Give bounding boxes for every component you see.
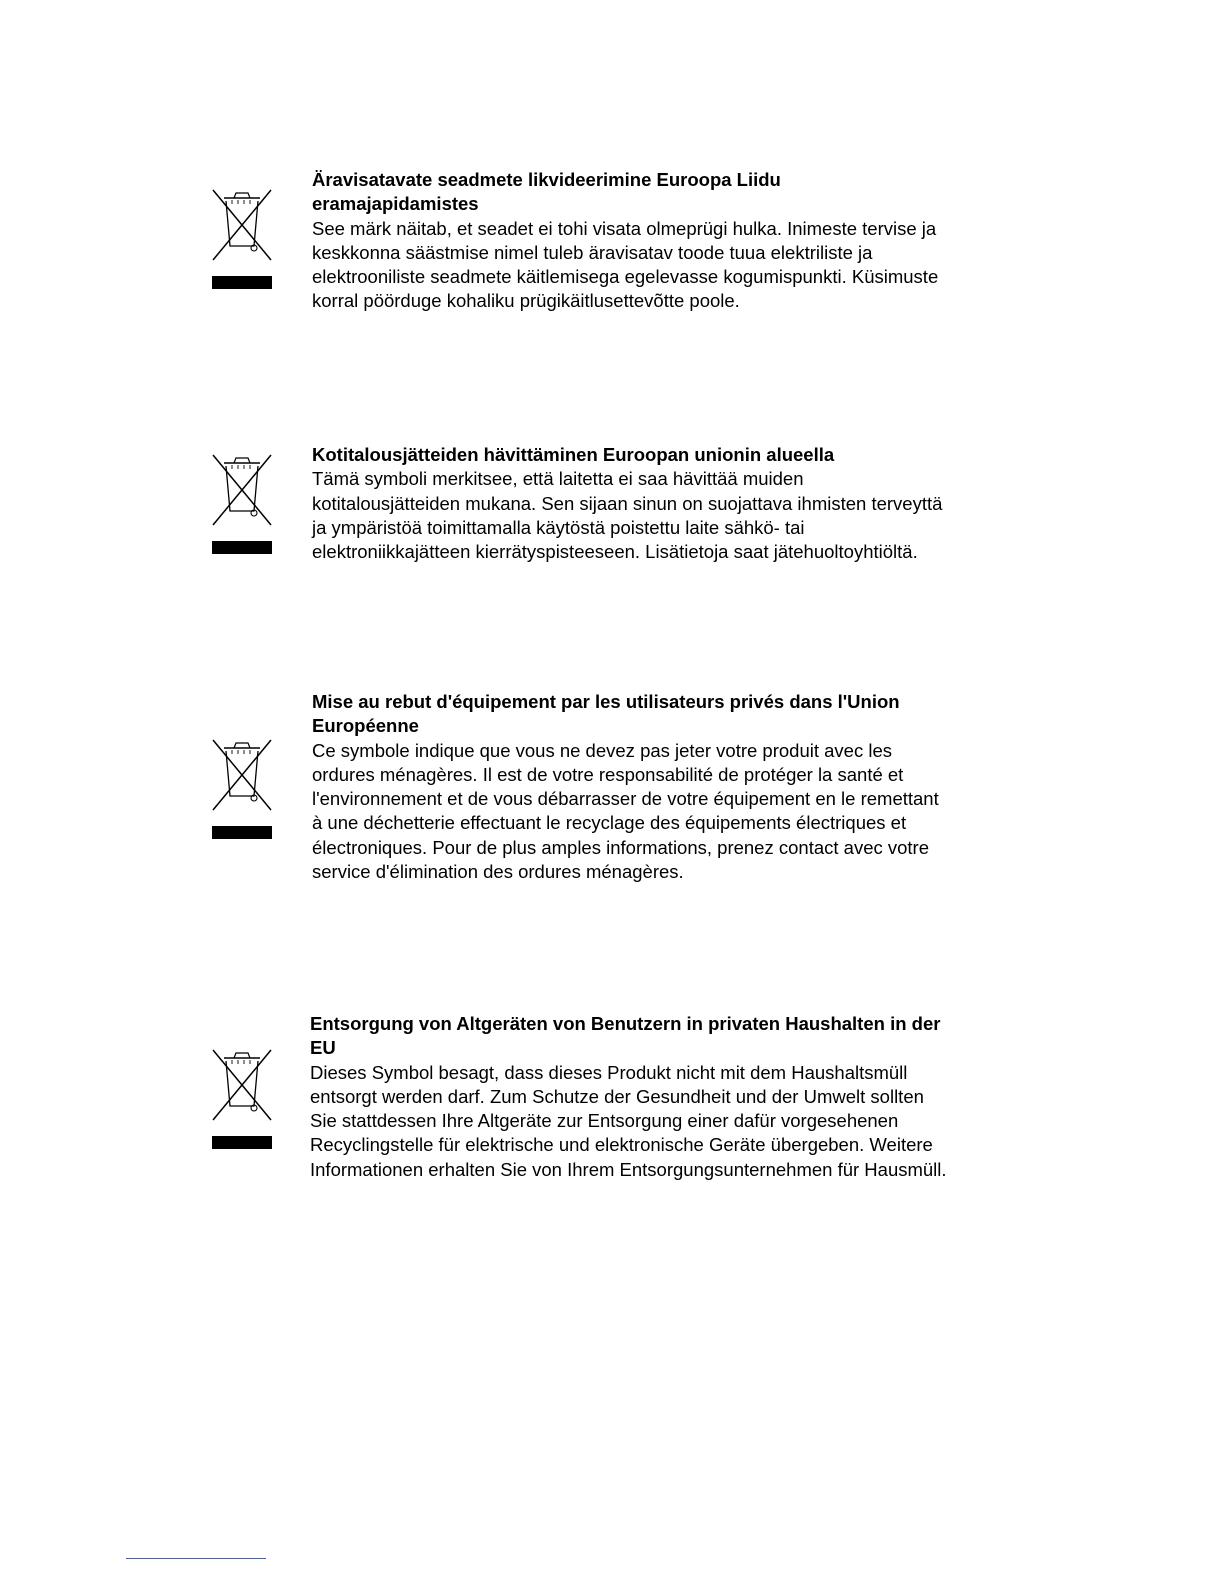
wheelie-bin-icon [210,736,274,814]
wheelie-bin-icon [210,1046,274,1124]
body-line: kotitalousjätteiden mukana. Sen sijaan sinun on suojattava ihmisten terveyttä [312,492,943,514]
weee-symbol [210,1046,274,1149]
heading-line-1: Entsorgung von Altgeräten von Benutzern in privaten Haushalten in der [310,1013,941,1034]
section-body [310,1061,990,1182]
heading-line-1: Mise au rebut d'équipement par les utilisateurs privés dans l'Union [312,691,900,712]
body-line: Recyclingstelle für elektrische und elektronische Geräte übergeben. Weitere [310,1134,933,1156]
body-line: électroniques. Pour de plus amples informations, prenez contact avec votre [312,836,929,858]
crossed-out-wheelie-bin-icon [210,186,274,264]
weee-black-bar [212,826,272,839]
section-heading [312,690,992,739]
section-text [310,1012,990,1182]
section-heading [312,168,992,217]
section-body [312,467,992,564]
body-line: See märk näitab, et seadet ei tohi visata olmeprügi hulka. Inimeste tervise ja [312,217,937,239]
heading-line-1: Kotitalousjätteiden hävittäminen Euroopan unionin alueella [312,444,835,465]
body-line: korral pöörduge kohaliku prügikäitlusettevõtte poole. [312,290,740,312]
body-line: à une déchetterie effectuant le recyclage des équipements électriques et [312,812,907,834]
footnote-separator [126,1558,266,1559]
body-line: entsorgt werden darf. Zum Schutze der Gesundheit und der Umwelt sollten [310,1085,924,1107]
section-body [312,217,992,314]
section-text [312,443,992,564]
section-text [312,690,992,884]
body-line: ja ympäristöä toimittamalla käytöstä poistettu laite sähkö- tai [312,516,805,538]
heading-line-2: Européenne [312,715,419,737]
crossed-out-wheelie-bin-icon [210,451,274,529]
weee-black-bar [212,276,272,289]
crossed-out-wheelie-bin-icon [210,736,274,814]
section-heading [310,1012,990,1061]
body-line: elektrooniliste seadmete käitlemisega egelevasse kogumispunkti. Küsimuste [312,266,939,288]
body-line: keskkonna säästmise nimel tuleb äravisatav toode tuua elektriliste ja [312,241,873,263]
wheelie-bin-icon [210,186,274,264]
heading-line-2: eramajapidamistes [312,193,479,215]
section-body [312,739,992,885]
heading-line-1: Äravisatavate seadmete likvideerimine Euroopa Liidu [312,169,781,190]
weee-black-bar [212,541,272,554]
weee-symbol [210,451,274,554]
body-line: l'environnement et de vous débarrasser de votre équipement en le remettant [312,788,939,810]
crossed-out-wheelie-bin-icon [210,1046,274,1124]
body-line: Sie stattdessen Ihre Altgeräte zur Entsorgung einer dafür vorgesehenen [310,1110,899,1132]
body-line: Informationen erhalten Sie von Ihrem Entsorgungsunternehmen für Hausmüll. [310,1158,947,1180]
body-line: Dieses Symbol besagt, dass dieses Produkt nicht mit dem Haushaltsmüll [310,1061,908,1083]
section-text [312,168,992,314]
body-line: ordures ménagères. Il est de votre responsabilité de protéger la santé et [312,763,904,785]
body-line: Tämä symboli merkitsee, että laitetta ei saa hävittää muiden [312,468,804,490]
heading-line-2: EU [310,1037,336,1059]
body-line: Ce symbole indique que vous ne devez pas jeter votre produit avec les [312,739,893,761]
section-heading [312,443,992,467]
weee-black-bar [212,1136,272,1149]
body-line: elektroniikkajätteen kierrätyspisteeseen. Lisätietoja saat jätehuoltoyhtiöltä. [312,541,918,563]
wheelie-bin-icon [210,451,274,529]
body-line: service d'élimination des ordures ménagères. [312,861,684,883]
weee-symbol [210,736,274,839]
weee-symbol [210,186,274,289]
